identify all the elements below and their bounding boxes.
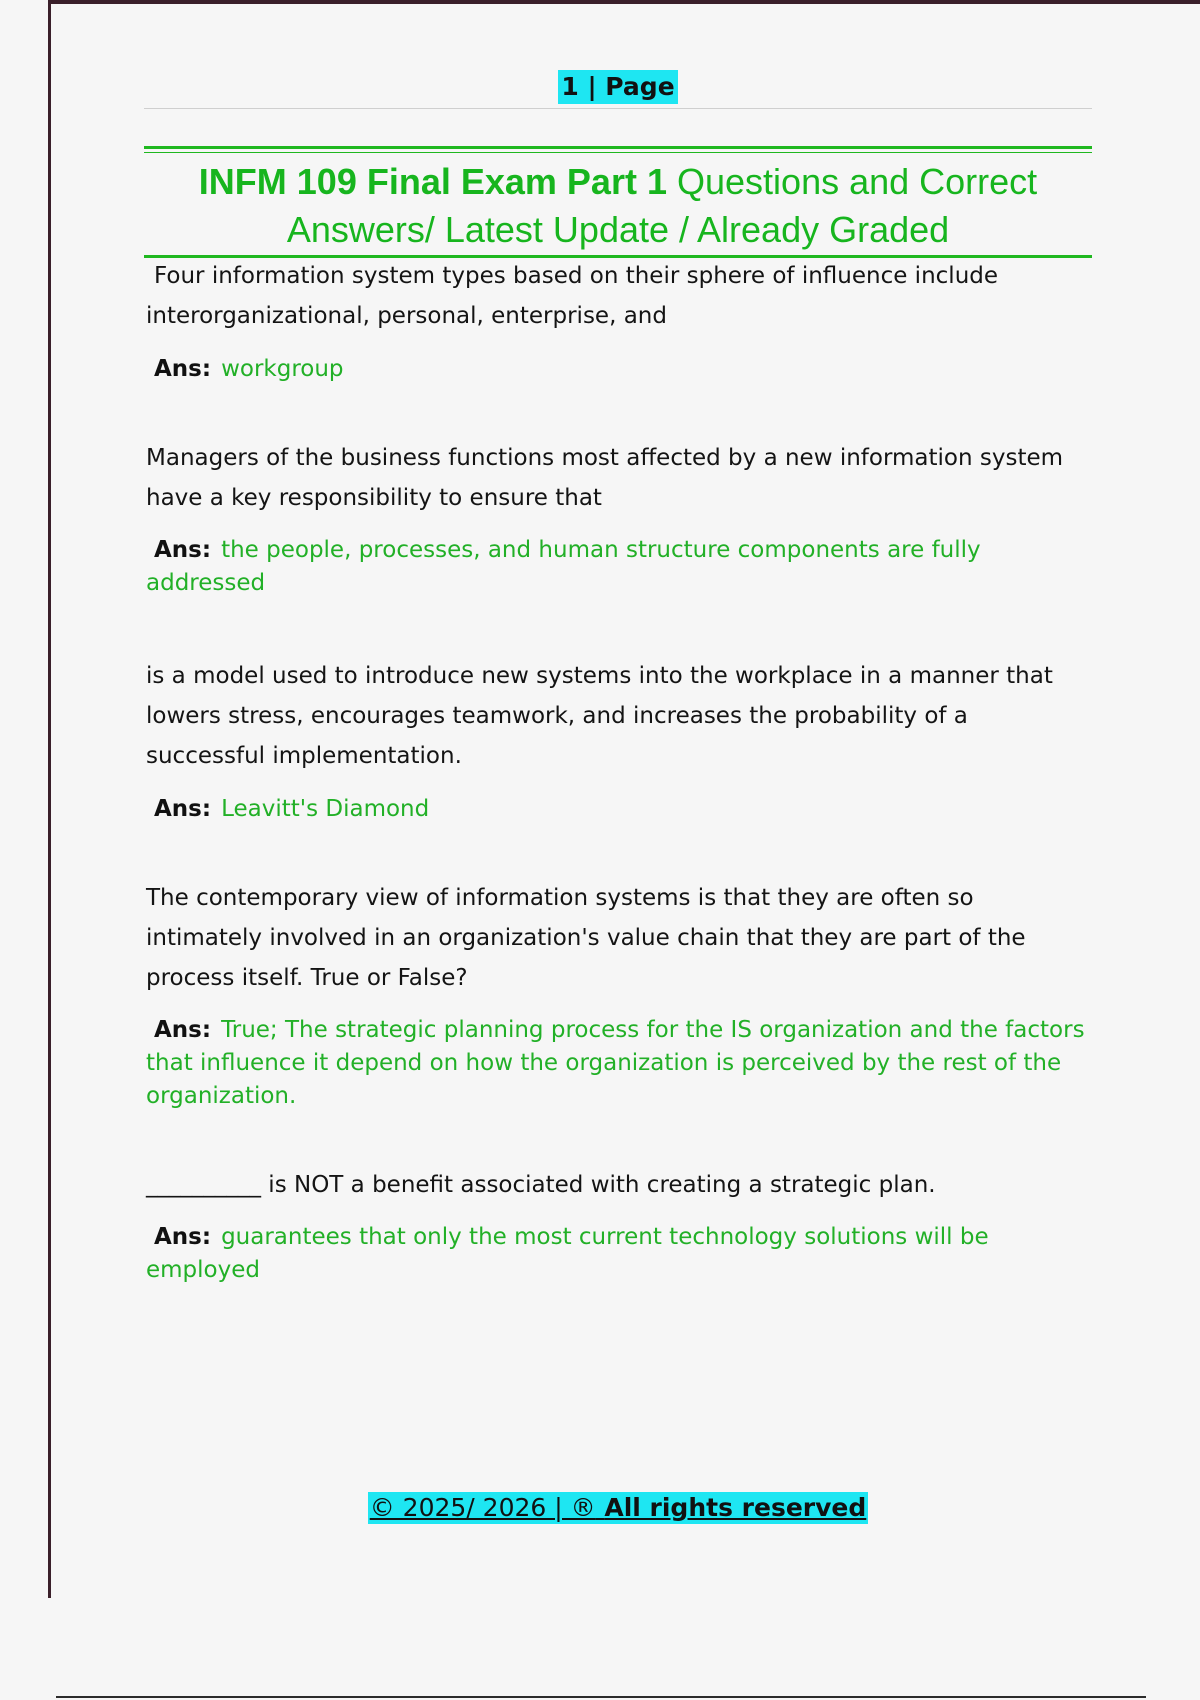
page-number-label: 1 | Page bbox=[558, 70, 677, 104]
answer-label: Ans: bbox=[154, 1017, 212, 1043]
answer-label: Ans: bbox=[154, 796, 212, 822]
question-text: Four information system types based on their sphere of influence include interorganizational, personal, enterprise, and bbox=[146, 263, 999, 329]
question-text: __________ is NOT a benefit associated with creating a strategic plan. bbox=[146, 1172, 936, 1198]
page-border-left bbox=[48, 0, 51, 1598]
copyright-rights: All rights reserved bbox=[604, 1493, 867, 1522]
answer-text: the people, processes, and human structure components are fully addressed bbox=[146, 537, 981, 596]
title-rest-part: Questions and Correct Answers/ Latest Update / Already Graded bbox=[286, 161, 1038, 250]
page-border-top bbox=[48, 0, 1200, 4]
answer-text: workgroup bbox=[221, 356, 344, 382]
answer-line bbox=[146, 1014, 1091, 1113]
page-header bbox=[0, 70, 1200, 104]
question-text: Managers of the business functions most affected by a new information system have a key responsibility to ensure that bbox=[146, 445, 1064, 511]
document-title bbox=[144, 158, 1092, 254]
qa-item-1 bbox=[146, 256, 1091, 386]
answer-line bbox=[146, 793, 1091, 826]
qa-item-2 bbox=[146, 438, 1091, 600]
answer-text: Leavitt's Diamond bbox=[221, 796, 430, 822]
page-footer bbox=[0, 1492, 1200, 1524]
qa-list bbox=[146, 256, 1091, 1287]
answer-text: guarantees that only the most current technology solutions will be employed bbox=[146, 1224, 989, 1283]
header-divider bbox=[144, 108, 1092, 109]
answer-line bbox=[146, 534, 1091, 600]
answer-text: True; The strategic planning process for the IS organization and the factors that influence it depend on how the organization is perceived by the rest of the organization. bbox=[146, 1017, 1085, 1109]
title-rule-top-thin bbox=[144, 152, 1092, 153]
page-border-bottom bbox=[56, 1696, 1146, 1698]
question-text: is a model used to introduce new systems into the workplace in a manner that lowers stress, encourages teamwork, and increases the probability of a successful implementation. bbox=[146, 663, 1053, 769]
answer-label: Ans: bbox=[154, 356, 212, 382]
title-bold-part: INFM 109 Final Exam Part 1 bbox=[198, 161, 667, 202]
copyright-notice bbox=[368, 1492, 869, 1524]
qa-item-5 bbox=[146, 1165, 1091, 1287]
title-rule-top bbox=[144, 146, 1092, 149]
copyright-years: © 2025/ 2026 | ® bbox=[369, 1493, 596, 1522]
question-text: The contemporary view of information systems is that they are often so intimately involved in an organization's value chain that they are part of the process itself. True or False? bbox=[146, 885, 1026, 991]
answer-line bbox=[146, 353, 1091, 386]
qa-item-3 bbox=[146, 656, 1091, 826]
answer-label: Ans: bbox=[154, 1224, 212, 1250]
answer-label: Ans: bbox=[154, 537, 212, 563]
answer-line bbox=[146, 1221, 1091, 1287]
qa-item-4 bbox=[146, 878, 1091, 1113]
